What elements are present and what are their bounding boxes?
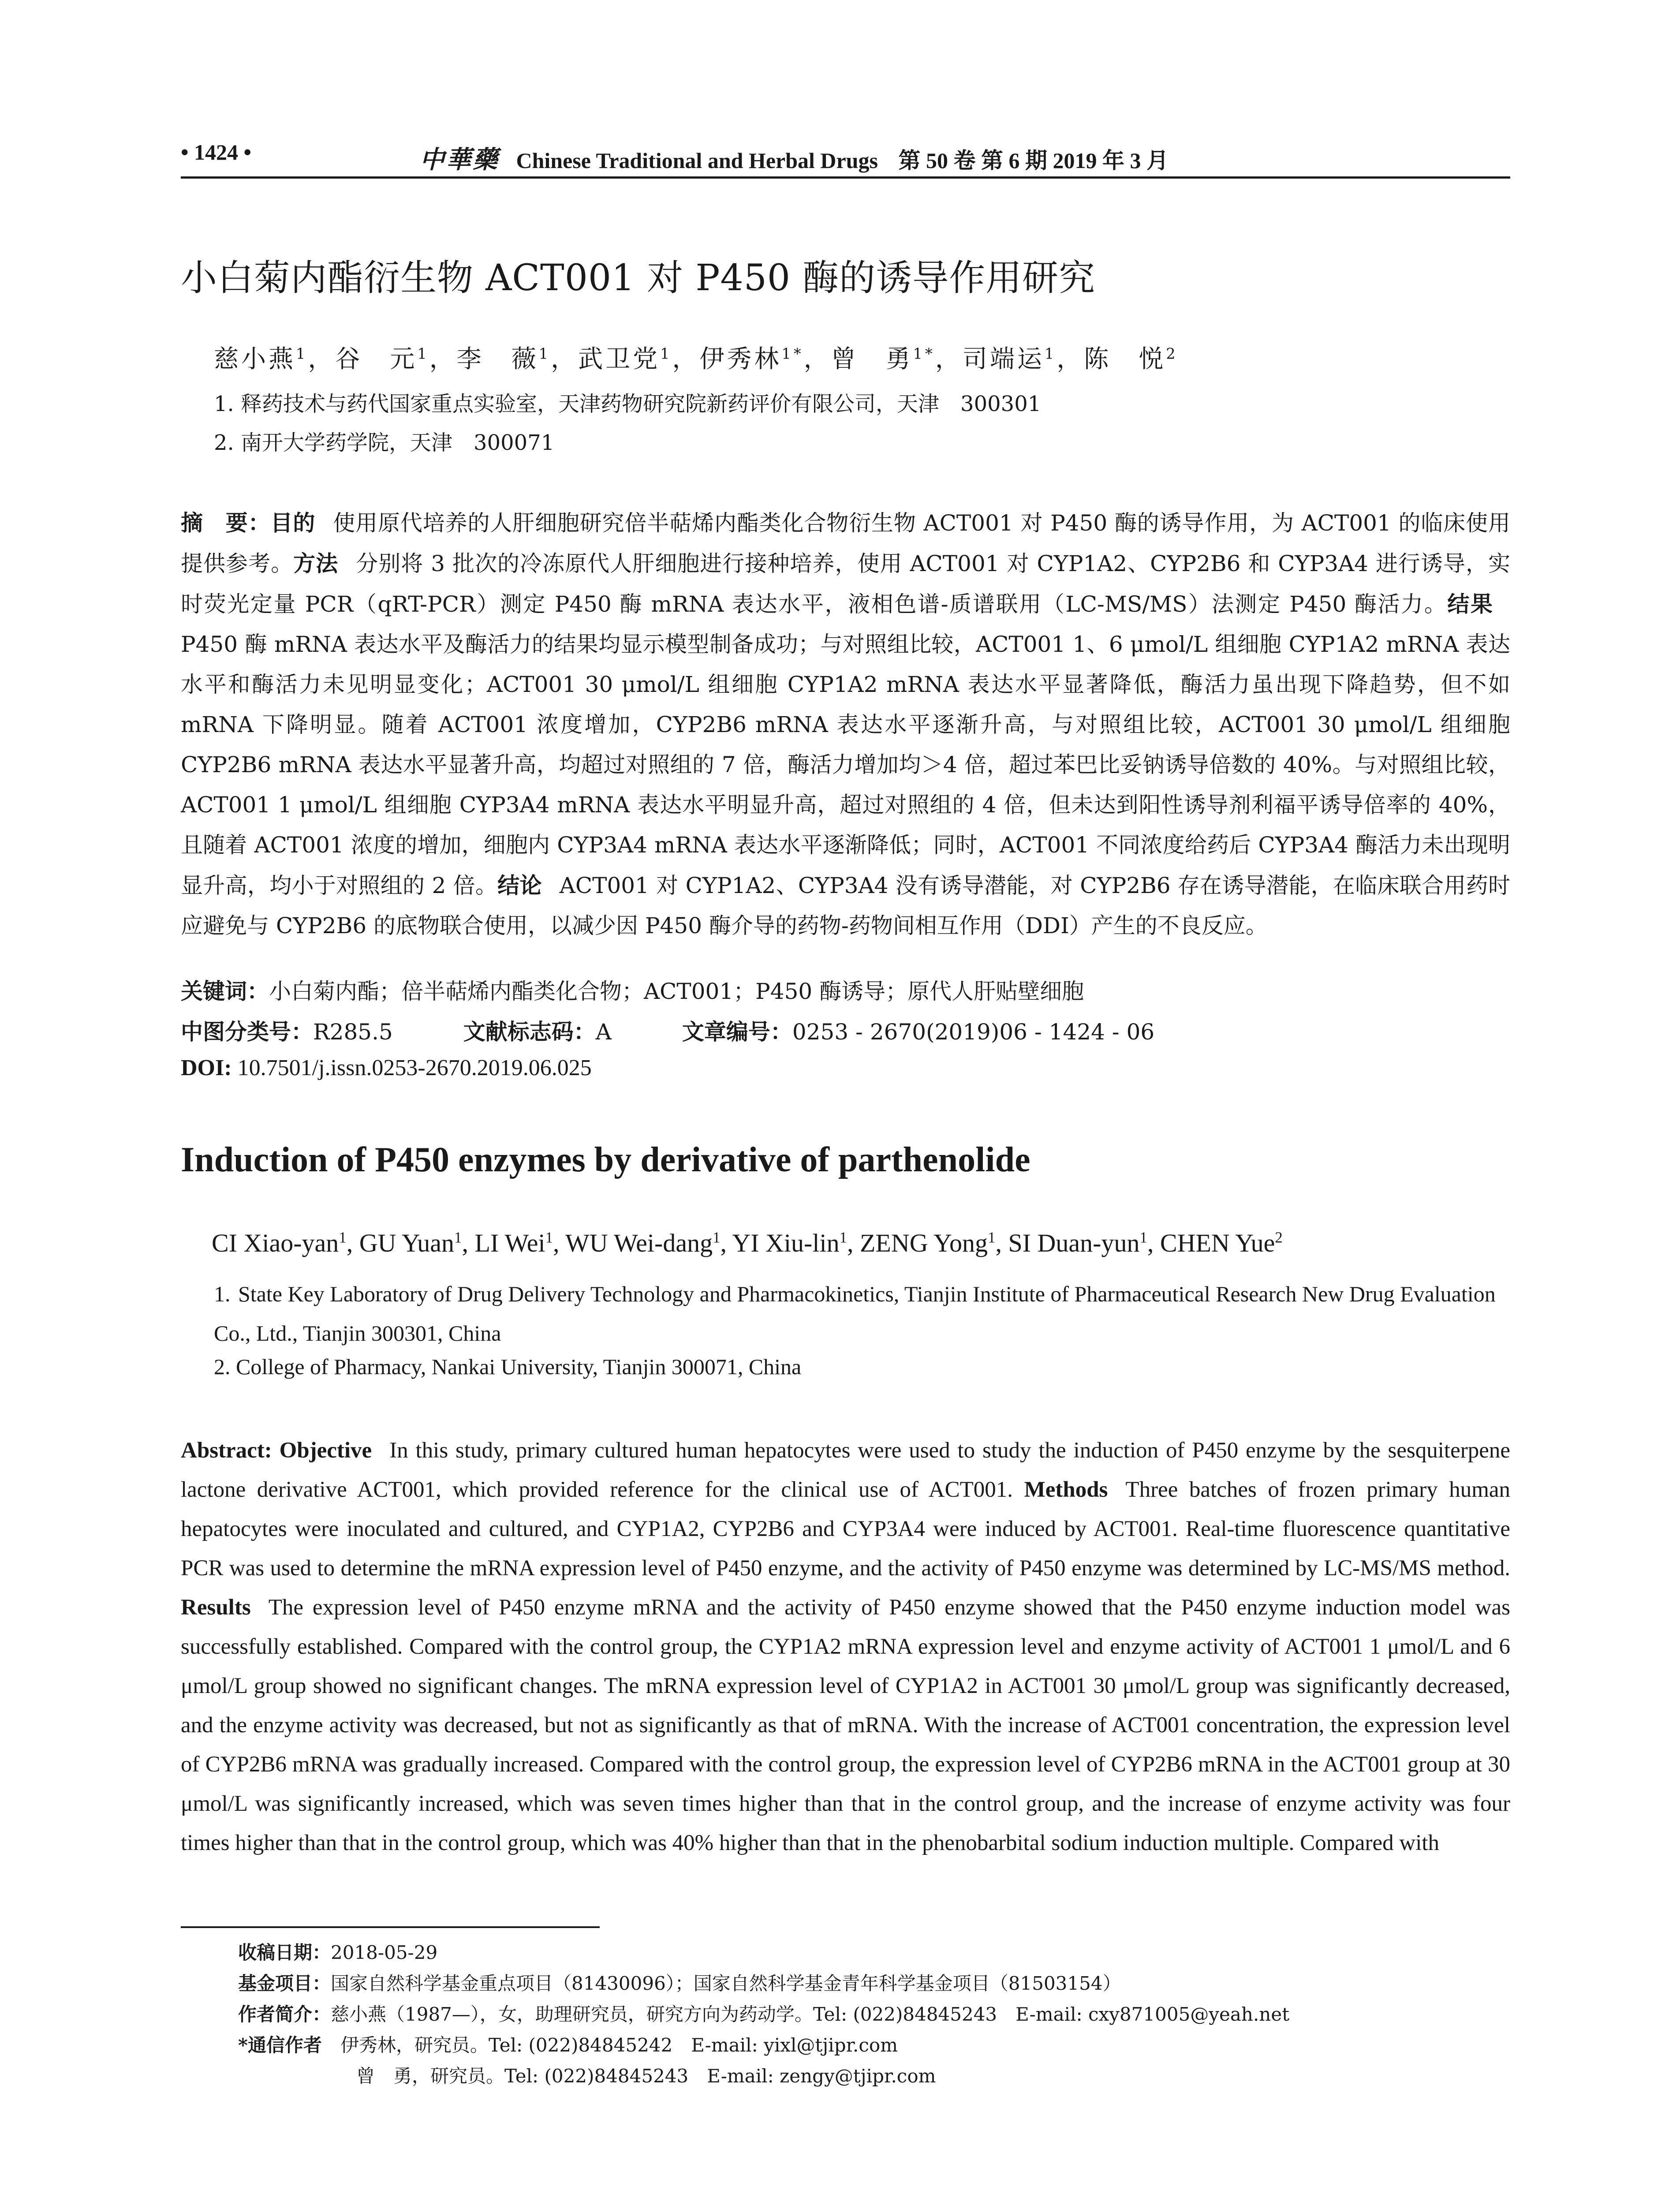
cn-author-affiliation-mark: 1* <box>781 345 804 363</box>
cn-author-6 <box>831 345 935 374</box>
cn-author-affiliation-mark: 1 <box>538 345 551 363</box>
en-author-affiliation-mark: 1 <box>454 1229 462 1246</box>
cn-author-7 <box>963 345 1057 374</box>
author-bio-value: 慈小燕（1987—），女，助理研究员，研究方向为药动学。Tel: (022)84845243 E-mail: cxy871005@yeah.net <box>331 2003 1290 2025</box>
cn-author-name: 曾 勇 <box>831 345 913 374</box>
en-author-affiliation-mark: 1 <box>839 1229 847 1246</box>
cn-author-3 <box>457 345 551 374</box>
en-author-affiliation-mark: 1 <box>545 1229 553 1246</box>
en-affiliation-1 <box>214 1274 1510 1353</box>
cn-objective-label: 目的 <box>270 510 316 536</box>
en-methods-label: Methods <box>1024 1477 1108 1502</box>
cn-author-name: 慈小燕 <box>214 345 296 374</box>
footnote-author <box>238 2000 1289 2026</box>
cn-methods-label: 方法 <box>293 550 339 576</box>
en-author-name: CI Xiao-yan <box>212 1229 339 1257</box>
article-no-value: 0253 - 2670(2019)06 - 1424 - 06 <box>792 1019 1155 1045</box>
cn-author-list: 慈小燕$^1$，谷 元$^1$，李 薇$^1$，武卫党$^1$，伊秀林$^{1*}$，曾 勇$^{1*}$，司端运$^1$，陈 悦$^2$ <box>214 345 1178 374</box>
doi-value[interactable]: 10.7501/j.issn.0253-2670.2019.06.025 <box>237 1055 592 1080</box>
cn-author-2 <box>335 345 429 374</box>
en-author-name: LI Wei <box>474 1229 545 1257</box>
en-author-affiliation-mark: 1 <box>988 1229 996 1246</box>
footnote-corresponding-2: 曾 勇，研究员。Tel: (022)84845243 E-mail: zengy@tjipr.com <box>356 2065 936 2087</box>
header-rule <box>181 176 1510 179</box>
cn-author-name: 武卫党 <box>578 345 661 374</box>
cn-results-label: 结果 <box>1447 591 1493 617</box>
cn-author-affiliation-mark: 1 <box>296 345 308 363</box>
en-author-2 <box>359 1229 462 1257</box>
en-author-affiliation-mark: 1 <box>713 1229 721 1246</box>
clc-value: R285.5 <box>313 1019 393 1045</box>
footnote-corresponding-1 <box>238 2031 898 2057</box>
cn-keywords-text: 小白菊内酯；倍半萜烯内酯类化合物；ACT001；P450 酶诱导；原代人肝贴壁细胞 <box>269 979 1084 1004</box>
cn-affiliation-1: 1. 释药技术与药代国家重点实验室，天津药物研究院新药评价有限公司，天津 300301 <box>214 392 1042 416</box>
en-abstract-label: Abstract: <box>181 1438 272 1463</box>
article-no-label: 文章编号： <box>682 1019 792 1045</box>
en-objective-text: In this study, primary cultured human hepatocytes were used to study the induction of P450 enzyme by the sesquiterpene lactone derivative ACT001, which provided reference for the clinical use of ACT001. <box>181 1438 1510 1502</box>
cn-author-affiliation-mark: 2 <box>1166 345 1178 363</box>
cn-keywords <box>181 974 1084 1005</box>
cn-author-affiliation-mark: 1* <box>913 345 935 363</box>
en-author-affiliation-mark: 2 <box>1275 1229 1283 1246</box>
journal-name: Chinese Traditional and Herbal Drugs <box>516 148 878 173</box>
cn-results-text: P450 酶 mRNA 表达水平及酶活力的结果均显示模型制备成功；与对照组比较，ACT001 1、6 μmol/L 组细胞 CYP1A2 mRNA 表达水平和酶活力未见明显变化；ACT001 30 μmol/L 组细胞 CYP1A2 mRNA 表达水平显著降低，酶活力虽出现下降趋势，但不如 mRNA 下降明显。随着 ACT001 浓度增加，CYP2B6 mRNA 表达水平逐渐升高，与对照组比较，ACT001 30 μmol/L 组细胞 CYP2B6 mRNA 表达水平显著升高，均超过对照组的 7 倍，酶活力增加均＞4 倍，超过苯巴比妥钠诱导倍数的 40%。与对照组比较，ACT001 1 μmol/L 组细胞 CYP3A4 mRNA 表达水平明显升高，超过对照组的 4 倍，但未达到阳性诱导剂利福平诱导倍率的 40%，且随着 ACT001 浓度的增加，细胞内 CYP3A4 mRNA 表达水平逐渐降低；同时，ACT001 不同浓度给药后 CYP3A4 酶活力未出现明显升高，均小于对照组的 2 倍。 <box>181 632 1510 898</box>
cn-conclusion-text: ACT001 对 CYP1A2、CYP3A4 没有诱导潜能，对 CYP2B6 存在诱导潜能，在临床联合用药时应避免与 CYP2B6 的底物联合使用，以减少因 P450 酶介导的药物-药物间相互作用（DDI）产生的不良反应。 <box>181 873 1510 938</box>
en-affiliation-2: 2. College of Pharmacy, Nankai University, Tianjin 300071, China <box>214 1354 802 1379</box>
fund-label: 基金项目： <box>238 1973 331 1994</box>
cn-author-name: 谷 元 <box>335 345 418 374</box>
cn-author-name: 陈 悦 <box>1084 345 1166 374</box>
cn-author-affiliation-mark: 1 <box>660 345 672 363</box>
cn-classification <box>181 1014 1154 1046</box>
footnote-rule <box>181 1926 600 1928</box>
en-objective-label: Objective <box>279 1438 372 1463</box>
en-author-name: WU Wei-dang <box>565 1229 713 1257</box>
page-number: • 1424 • <box>181 140 252 164</box>
cn-author-name: 李 薇 <box>456 345 539 374</box>
cn-methods-text: 分别将 3 批次的冷冻原代人肝细胞进行接种培养，使用 ACT001 对 CYP1A2、CYP2B6 和 CYP3A4 进行诱导，实时荧光定量 PCR（qRT-PCR）测定 P450 酶 mRNA 表达水平，液相色谱-质谱联用（LC-MS/MS）法测定 P450 酶活力。 <box>181 551 1511 617</box>
en-author-name: YI Xiu-lin <box>732 1229 840 1257</box>
cn-conclusion-label: 结论 <box>497 872 542 898</box>
cn-author-affiliation-mark: 1 <box>1044 345 1057 363</box>
en-author-6 <box>860 1229 995 1257</box>
cn-author-5 <box>700 345 804 374</box>
cn-author-affiliation-mark: 1 <box>417 345 429 363</box>
en-methods-text: Three batches of frozen primary human hepatocytes were inoculated and cultured, and CYP1A2, CYP2B6 and CYP3A4 were induced by ACT001. Real-time fluorescence quantitative PCR was used to determine the mRNA expression level of P450 enzyme, and the activity of P450 enzyme was determined by LC-MS/MS method. <box>181 1477 1511 1581</box>
doi-label: DOI: <box>181 1055 232 1080</box>
en-author-8 <box>1160 1229 1283 1257</box>
journal-header <box>420 140 1169 176</box>
cn-affiliation-2: 2. 南开大学药学院，天津 300071 <box>214 430 555 455</box>
en-results-label: Results <box>181 1595 251 1620</box>
cn-objective-text: 使用原代培养的人肝细胞研究倍半萜烯内酯类化合物衍生物 ACT001 对 P450 酶的诱导作用，为 ACT001 的临床使用提供参考。 <box>181 510 1511 576</box>
en-abstract <box>181 1431 1510 1863</box>
received-value: 2018-05-29 <box>331 1942 438 1963</box>
cn-author-8 <box>1084 345 1178 374</box>
en-author-name: CHEN Yue <box>1160 1229 1275 1257</box>
cn-abstract-label: 摘 要： <box>181 510 271 536</box>
cn-abstract <box>181 503 1510 946</box>
en-author-3 <box>474 1229 553 1257</box>
cn-author-name: 伊秀林 <box>699 345 782 374</box>
en-author-4 <box>565 1229 721 1257</box>
clc-label: 中图分类号： <box>181 1019 313 1045</box>
cn-author-4 <box>578 345 672 374</box>
en-author-name: GU Yuan <box>359 1229 455 1257</box>
cn-title: 小白菊内酯衍生物 ACT001 对 P450 酶的诱导作用研究 <box>181 257 1096 299</box>
cn-keywords-label: 关键词： <box>181 978 269 1004</box>
author-bio-label: 作者简介： <box>238 2003 331 2025</box>
doi-line <box>181 1055 592 1081</box>
en-author-5 <box>732 1229 847 1257</box>
en-affiliation-1-text: State Key Laboratory of Drug Delivery Technology and Pharmacokinetics, Tianjin Institute of Pharmaceutical Research New Drug Evaluation Co., Ltd., Tianjin 300301, China <box>214 1282 1496 1345</box>
en-author-list: CI Xiao-yan$^1$, GU Yuan$^1$, LI Wei$^1$, WU Wei-dang$^1$, YI Xiu-lin$^1$, ZENG Yong$^1$, SI Duan-yun$^1$, CHEN Yue$^2$ <box>212 1229 1283 1257</box>
en-author-affiliation-mark: 1 <box>339 1229 347 1246</box>
doc-code-value: A <box>595 1019 612 1045</box>
en-author-7 <box>1008 1229 1147 1257</box>
cn-author-1 <box>214 345 308 374</box>
en-author-name: SI Duan-yun <box>1008 1229 1140 1257</box>
en-title: Induction of P450 enzymes by derivative of parthenolide <box>181 1140 1030 1179</box>
en-results-text: The expression level of P450 enzyme mRNA and the activity of P450 enzyme showed that the P450 enzyme induction model was successfully established. Compared with the control group, the CYP1A2 mRNA expression level and enzyme activity of ACT001 1 μmol/L and 6 μmol/L group showed no significant changes. The mRNA expression level of CYP1A2 in ACT001 30 μmol/L group was significantly decreased, and the enzyme activity was decreased, but not as significantly as that of mRNA. With the increase of ACT001 concentration, the expression level of CYP2B6 mRNA was gradually increased. Compared with the control group, the expression level of CYP2B6 mRNA in the ACT001 group at 30 μmol/L was significantly increased, which was seven times higher than that in the control group, and the increase of enzyme activity was four times higher than that in the control group, which was 40% higher than that in the phenobarbital sodium induction multiple. Compared with <box>181 1595 1510 1855</box>
journal-issue: 第 50 卷 第 6 期 2019 年 3 月 <box>898 148 1169 173</box>
en-author-name: ZENG Yong <box>860 1229 988 1257</box>
footnote-fund <box>238 1969 1121 1996</box>
corresponding-label: *通信作者 <box>238 2034 322 2056</box>
journal-logo: 中華藥 <box>420 146 499 174</box>
footnote-received <box>238 1938 437 1965</box>
en-author-1 <box>212 1229 347 1257</box>
en-affiliation-1-num: 1. <box>214 1282 231 1306</box>
corresponding-1-value: 伊秀林，研究员。Tel: (022)84845242 E-mail: yixl@tjipr.com <box>340 2034 898 2056</box>
en-author-affiliation-mark: 1 <box>1139 1229 1147 1246</box>
received-label: 收稿日期： <box>238 1942 331 1963</box>
doc-code-label: 文献标志码： <box>463 1019 596 1045</box>
fund-value: 国家自然科学基金重点项目（81430096）；国家自然科学基金青年科学基金项目（81503154） <box>331 1973 1121 1994</box>
cn-author-name: 司端运 <box>962 345 1045 374</box>
